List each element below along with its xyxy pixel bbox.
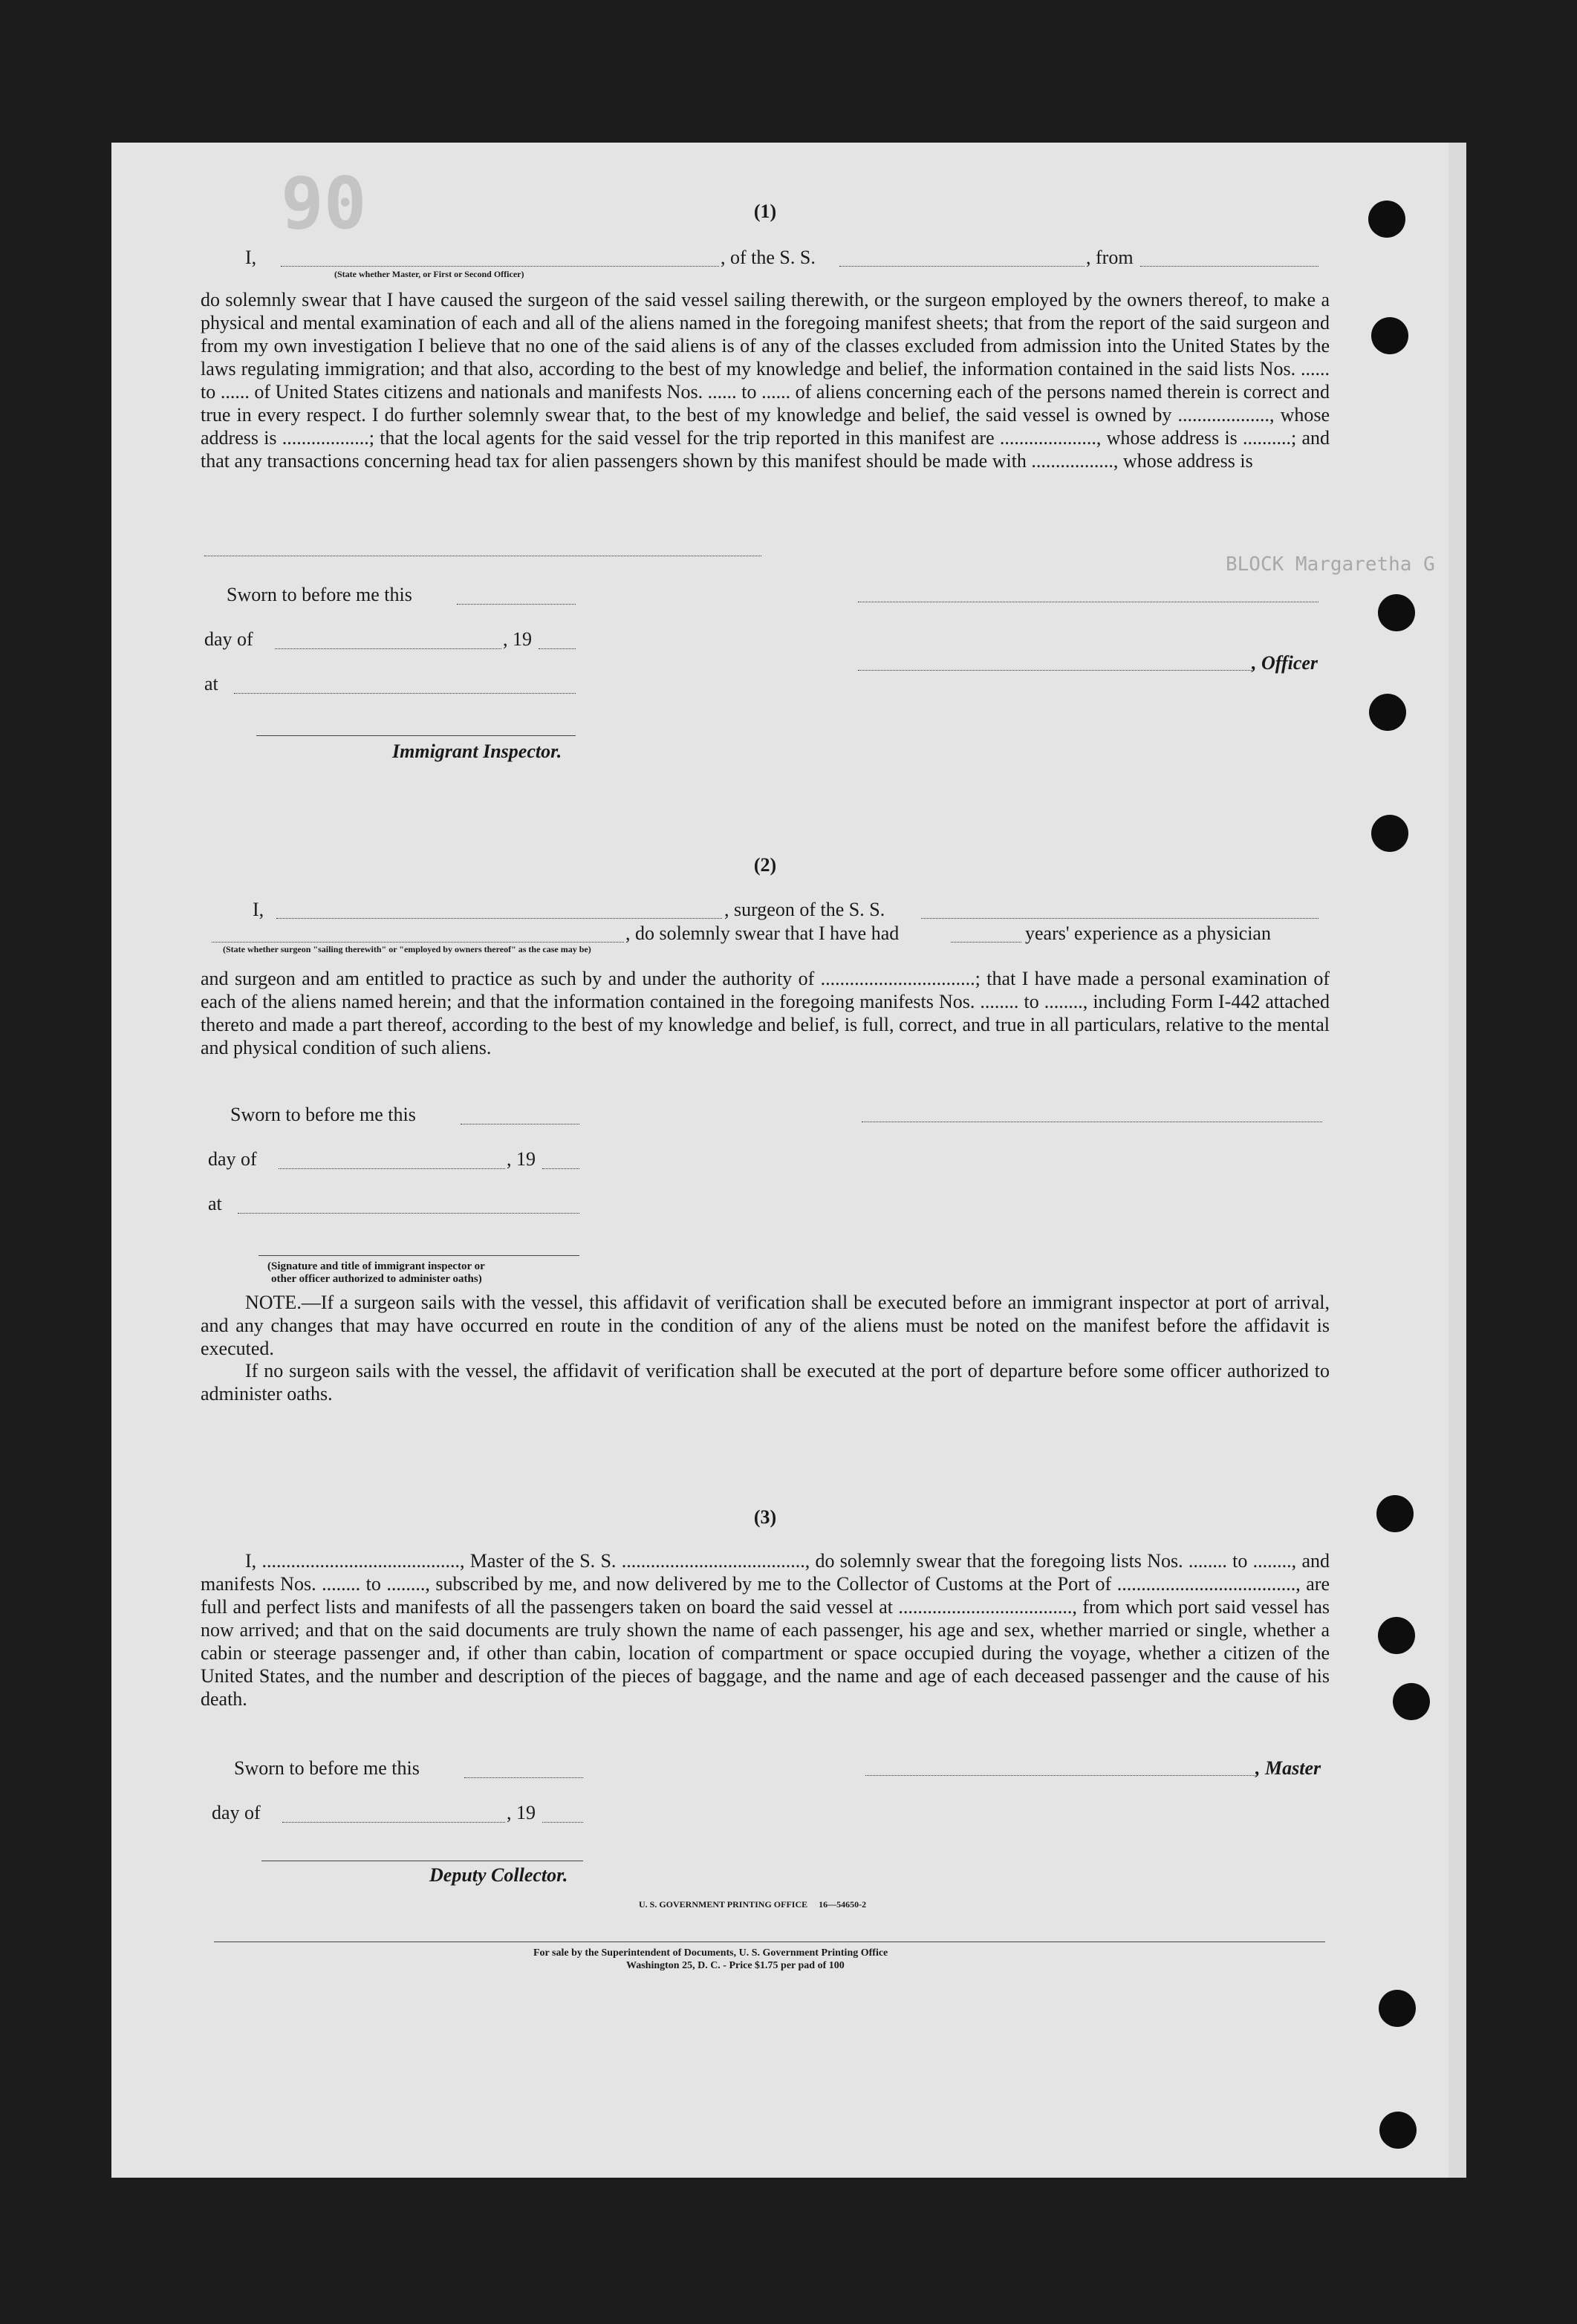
bleed-through-name: BLOCK Margaretha G — [1226, 553, 1435, 576]
section-3-day-of: day of — [212, 1802, 261, 1823]
sig-note-2: other officer authorized to administer oaths) — [271, 1273, 482, 1285]
section-3-year-field[interactable] — [542, 1807, 583, 1823]
section-2-day-of: day of — [208, 1148, 257, 1170]
section-2-at: at — [208, 1193, 222, 1214]
section-3-day-field[interactable] — [282, 1807, 505, 1823]
section-1-at: at — [204, 673, 218, 694]
officer-note: (State whether Master, or First or Second Officer) — [334, 269, 524, 279]
punch-hole — [1376, 1495, 1414, 1532]
master-label: , Master — [1255, 1757, 1321, 1779]
section-2-years: years' experience as a physician — [1025, 922, 1271, 944]
note-paragraph-2: If no surgeon sails with the vessel, the affidavit of verification shall be executed at the port of departure before some officer authorized to administer oaths. — [201, 1360, 1330, 1405]
section-3-sworn-field[interactable] — [464, 1762, 583, 1778]
note-paragraph-1: NOTE.—If a surgeon sails with the vessel, this affidavit of verification shall be executed before an immigrant inspector at port of arrival, and any changes that may have occurred en route in the condition of any of the aliens must be noted on the manifest before the affidavit is executed. — [201, 1292, 1330, 1359]
punch-hole — [1378, 594, 1415, 631]
section-1-sworn: Sworn to before me this — [227, 584, 412, 605]
section-1-sworn-field[interactable] — [457, 589, 576, 605]
section-1-day-of: day of — [204, 628, 253, 650]
gpo-imprint: U. S. GOVERNMENT PRINTING OFFICE 16—54650-2 — [639, 1899, 867, 1910]
immigrant-inspector-label: Immigrant Inspector. — [392, 741, 562, 762]
section-2-day-field[interactable] — [279, 1153, 505, 1169]
section-1-intro-i: I, — [245, 247, 257, 268]
surgeon-name-field[interactable] — [276, 903, 722, 919]
punch-hole — [1368, 201, 1405, 238]
inspector-signature-line — [256, 735, 576, 736]
section-1-day-field[interactable] — [275, 634, 501, 649]
section-1-from: , from — [1086, 247, 1134, 268]
section-1-of-ss: , of the S. S. — [721, 247, 816, 268]
surgeon-note: (State whether surgeon "sailing therewith" or "employed by owners thereof" as the case may be) — [223, 944, 591, 954]
section-1-number: (1) — [753, 201, 777, 222]
sig-note-1: (Signature and title of immigrant inspector or — [267, 1260, 485, 1272]
section-3-body: I, ........................................., Master of the S. S. ......................................, do solemnly swear that the foregoing lists Nos. ........ to ........, and manifests Nos. ........ to ........, subscribed by me, and now delivered by me to the Collector of Customs at the Port of ....................................., are full and perfect lists and manifests of all the passengers taken on board the said vessel at ...................................., from which port said vessel has now arrived; and that on the said documents are truly shown the name of each passenger, his age and sex, whether married or single, whether a cabin or steerage passenger and, if other than cabin, location of compartment or space occupied during the voyage, whether a citizen of the United States, and the number and description of the pieces of baggage, and the name and age of each deceased passenger and the cause of his death. — [201, 1550, 1330, 1710]
section-2-i: I, — [253, 899, 264, 920]
section-3-sworn: Sworn to before me this — [234, 1757, 420, 1779]
bleed-through-stamp: 90 — [281, 162, 367, 245]
officer-title-field[interactable] — [281, 251, 719, 267]
punch-hole — [1393, 1683, 1430, 1720]
section-2-at-field[interactable] — [238, 1198, 579, 1214]
section-2-year: , 19 — [507, 1148, 536, 1170]
section-2-vessel-field[interactable] — [921, 903, 1318, 919]
officer-label: , Officer — [1252, 652, 1318, 674]
from-port-field[interactable] — [1140, 251, 1318, 267]
section-1-year: , 19 — [503, 628, 532, 650]
section-2-swear: , do solemnly swear that I have had — [625, 922, 900, 944]
section-2-year-field[interactable] — [542, 1153, 579, 1169]
section-2-number: (2) — [753, 854, 777, 876]
surgeon-status-field[interactable] — [212, 927, 624, 943]
master-signature-line — [865, 1775, 1255, 1776]
punch-hole — [1378, 1617, 1415, 1654]
punch-hole — [1379, 2112, 1417, 2149]
section-1-body: do solemnly swear that I have caused the surgeon of the said vessel sailing therewith, or the surgeon employed by the owners thereof, to make a physical and mental examination of each and all of the aliens named in the foregoing manifest sheets; that from the report of the said surgeon and from my own investigation I believe that no one of the said aliens is of any of the classes excluded from admission into the United States by the laws regulating immigration; and that also, according to the best of my knowledge and belief, the information contained in the said lists Nos. ...... to ...... of United States citizens and nationals and manifests Nos. ...... to ...... of aliens concerning each of the persons named therein is correct and true in every respect. I do further solemnly swear that, to the best of my knowledge and belief, the said vessel is owned by ..................., whose address is ..................; that the local agents for the said vessel for the trip reported in this manifest are ...................., whose address is ..........; and that any transactions concerning head tax for alien passengers shown by this manifest should be made with ................., whose address is — [201, 289, 1330, 472]
officer-signature-line — [858, 670, 1252, 671]
section-1-year-field[interactable] — [539, 634, 576, 649]
section-2-sworn: Sworn to before me this — [230, 1104, 416, 1125]
section-2-surgeon-of: , surgeon of the S. S. — [724, 899, 885, 920]
punch-hole — [1369, 694, 1406, 731]
section-2-sworn-field[interactable] — [461, 1109, 579, 1124]
vessel-name-field[interactable] — [839, 251, 1085, 267]
sale-line-2: Washington 25, D. C. - Price $1.75 per pad of 100 — [626, 1960, 845, 1971]
section-3-year: , 19 — [507, 1802, 536, 1823]
section-3-number: (3) — [753, 1506, 777, 1528]
punch-hole — [1371, 815, 1408, 852]
footer-rule — [214, 1941, 1325, 1942]
punch-hole — [1371, 317, 1408, 354]
punch-hole — [1379, 1990, 1416, 2027]
section-2-inspector-line — [259, 1255, 579, 1256]
sale-line-1: For sale by the Superintendent of Documents, U. S. Government Printing Office — [533, 1947, 888, 1959]
deputy-collector-label: Deputy Collector. — [429, 1864, 568, 1886]
section-2-body: and surgeon and am entitled to practice as such by and under the authority of ................................; that I have made a personal examination of each of the aliens named herein; and that the information contained in the foregoing manifests Nos. ........ to ........, including Form I-442 attached thereto and made a part thereof, according to the best of my knowledge and belief, is full, correct, and true in all particulars, relative to the mental and physical condition of such aliens. — [201, 968, 1330, 1058]
years-experience-field[interactable] — [951, 927, 1021, 943]
section-1-at-field[interactable] — [234, 678, 576, 694]
